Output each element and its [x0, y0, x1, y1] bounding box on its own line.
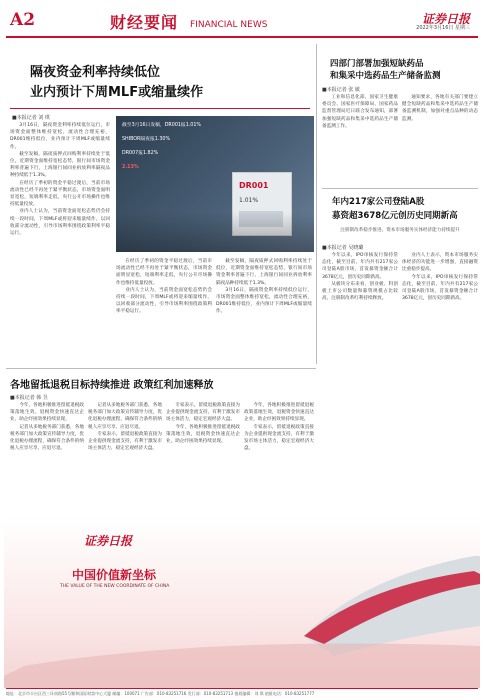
page-number: A2: [10, 10, 36, 30]
right-mid-headline-1: 年内217家公司登陆A股: [332, 197, 425, 207]
graphic-line-3: DR007报1.82%: [122, 151, 159, 156]
advert-subtitle: THE VALUE OF THE NEW COORDINATE OF CHINA: [60, 584, 170, 589]
lead-paragraph: 业内人士认为，当前资金面宽松态势仍会持续一段时间，下周MLF或将迎来缩量续作，以回收部分流动性，引导市场利率围绕政策利率平稳运行。: [10, 209, 110, 237]
lead-body: [10, 122, 110, 402]
lead-paragraph: 在经历了季初的资金平稳过渡后，当前市场流动性已经不再处于紧平衡状态，市场资金面明显宽松，短端利率走低，央行公开市场操作也维持低量投放。: [10, 180, 110, 208]
advert-slogan: 中国价值新坐标: [72, 568, 157, 582]
story-two-paragraph: 记者从多地税务部门获悉，各地税务部门加大政策宣传辅导力度，优化退税办理流程，确保符合条件的纳税人应享尽享、应退尽退。: [88, 403, 162, 430]
story-two-paragraph: 今年，各地积极推进留抵退税政策落地生效，退税资金快速直达企业，助企纾困效果持续显现。: [10, 403, 84, 423]
dr001-label: DR001: [239, 181, 269, 190]
advert-logo: 证券日报: [84, 534, 133, 548]
right-mid-body-1: [322, 252, 398, 512]
right-mid-paragraph: 今年以来，IPO审核发行保持常态化，截至目前，年内共有217家公司登陆A股市场，首发募资金额合计3678亿元，创历史同期新高。: [322, 253, 398, 280]
story-divider: [6, 368, 316, 369]
story-two-byline: ■本报记者 韩 昱: [10, 395, 48, 401]
story-two-paragraph: 今年，各地积极推进留抵退税政策落地生效，退税资金快速直达企业，助企纾困效果持续显现。: [244, 403, 314, 423]
right-mid-paragraph: 业内人士表示，资本市场服务实体经济的功能进一步增强，直接融资比重稳步提高。: [402, 253, 478, 273]
right-top-byline: ■本报记者 张 敏: [322, 87, 360, 93]
right-divider: [322, 188, 478, 189]
story-two-paragraph: 记者从多地税务部门获悉，各地税务部门加大政策宣传辅导力度，优化退税办理流程，确保符合条件的纳税人应享尽享、应退尽退。: [10, 424, 84, 452]
lead-paragraph: 3月16日，隔夜资金利率持续低位运行，市场资金面整体维持宽松，流动性合理充裕，DR001维持低位，业内预计下周MLF或缩量续作。: [216, 287, 312, 315]
right-mid-paragraph: 从板块分布来看，创业板、科创板上市公司数量和募资规模占比较高，注册制改革红利持续释放。: [322, 281, 398, 302]
lead-headline-2: 业内预计下周MLF或缩量续作: [30, 85, 204, 100]
story-two-paragraph: 专家表示，留抵退税政策直接为企业提供现金流支持，有利于激发市场主体活力，稳定宏观经济大盘。: [166, 403, 240, 423]
story-two-body-1: [10, 402, 84, 510]
lead-paragraph: 3月16日，隔夜资金利率持续低位运行，市场资金面整体维持宽松，流动性合理充裕，DR001维持低位，业内预计下周MLF或缩量续作。: [10, 123, 110, 150]
advert-banner: [4, 516, 480, 688]
page-footer: 地址：北京市丰台区西三环南路55号顺和国际财富中心大厦 邮编：100071 广告部：010-83251716 发行部：010-83251713 值班编辑：刘 琪 值班电话：010-83251777: [6, 688, 478, 699]
right-mid-paragraph: 今年以来，IPO审核发行保持常态化，截至目前，年内共有217家公司登陆A股市场，首发募资金额合计3678亿元，创历史同期新高。: [402, 274, 478, 302]
right-mid-body-2: [402, 252, 478, 512]
story-two-body-4: [244, 402, 314, 510]
right-top-body-1: [322, 94, 398, 184]
story-two-body-3: [166, 402, 240, 510]
story-two-body-2: [88, 402, 162, 510]
graphic-highlight: 2.13%: [122, 165, 139, 170]
right-top-headline-2: 和集采中选药品生产储备监测: [330, 71, 441, 81]
dr001-value: 1.01%: [239, 197, 259, 204]
lead-byline: ■本报记者 刘 琪: [12, 115, 50, 121]
lead-graphic: [116, 116, 314, 252]
section-title: 财经要闻: [110, 13, 179, 32]
graphic-shade: [116, 212, 314, 252]
graphic-line-1: 截至3月16日发稿，DR001报1.01%: [122, 123, 201, 128]
right-top-body-2: [402, 94, 478, 184]
lead-paragraph: 业内人士认为，当前资金面宽松态势仍会持续一段时间，下周MLF或将迎来缩量续作，以回收部分流动性，引导市场利率围绕政策利率平稳运行。: [116, 287, 212, 315]
column-divider: [316, 44, 317, 364]
graphic-line-2: SHIBOR隔夜报1.30%: [122, 137, 171, 142]
dateline: 2022年3月16日 星期三: [416, 25, 470, 31]
advert-graphic: [4, 516, 480, 688]
story-two-headline: 各地留抵退税目标持续推进 政策红利加速释放: [10, 380, 214, 391]
section-title-en: FINANCIAL NEWS: [190, 20, 268, 30]
story-two-paragraph: 专家表示，留抵退税政策直接为企业提供现金流支持，有利于激发市场主体活力，稳定宏观经济大盘。: [88, 431, 162, 452]
right-mid-caption: 注册制改革稳步推进，资本市场服务实体经济能力持续提升: [340, 228, 460, 233]
lead-headline-rule: [10, 108, 310, 109]
right-mid-headline-2: 募资超3678亿元创历史同期新高: [332, 211, 458, 221]
lead-paragraph: 截至发稿，隔夜质押式回购利率持续处于低位，近期资金面维持宽松态势，银行间市场资金利率普遍下行，上海银行间同业拆放利率隔夜品种持续低于1.3%。: [216, 259, 312, 286]
right-mid-byline: ■本报记者 吴晓璐: [322, 245, 364, 251]
story-two-paragraph: 专家表示，留抵退税政策直接为企业提供现金流支持，有利于激发市场主体活力，稳定宏观经济大盘。: [244, 424, 314, 452]
paper-logo: 证券日报: [421, 12, 470, 26]
right-top-paragraph: 通知要求，各地有关部门要建立健全短缺药品和集采中选药品生产储备监测机制，加强对重点品种的动态监测。: [402, 95, 478, 122]
header-rule: [6, 36, 478, 38]
lead-paragraph: 截至发稿，隔夜质押式回购利率持续处于低位，近期资金面维持宽松态势，银行间市场资金利率普遍下行，上海银行间同业拆放利率隔夜品种持续低于1.3%。: [10, 151, 110, 179]
lead-body-col2: [116, 258, 212, 368]
lead-paragraph: 在经历了季初的资金平稳过渡后，当前市场流动性已经不再处于紧平衡状态，市场资金面明显宽松，短端利率走低，央行公开市场操作也维持低量投放。: [116, 259, 212, 286]
lead-headline-1: 隔夜资金利率持续低位: [30, 65, 161, 80]
right-top-headline-1: 四部门部署加强短缺药品: [330, 59, 424, 69]
story-two-paragraph: 今年，各地积极推进留抵退税政策落地生效，退税资金快速直达企业，助企纾困效果持续显现。: [166, 424, 240, 445]
right-top-paragraph: 工业和信息化部、国家卫生健康委员会、国家医疗保障局、国家药品监督管理局近日联合发布通知，部署加强短缺药品和集采中选药品生产储备监测工作。: [322, 95, 398, 129]
lead-body-col3: [216, 258, 312, 368]
